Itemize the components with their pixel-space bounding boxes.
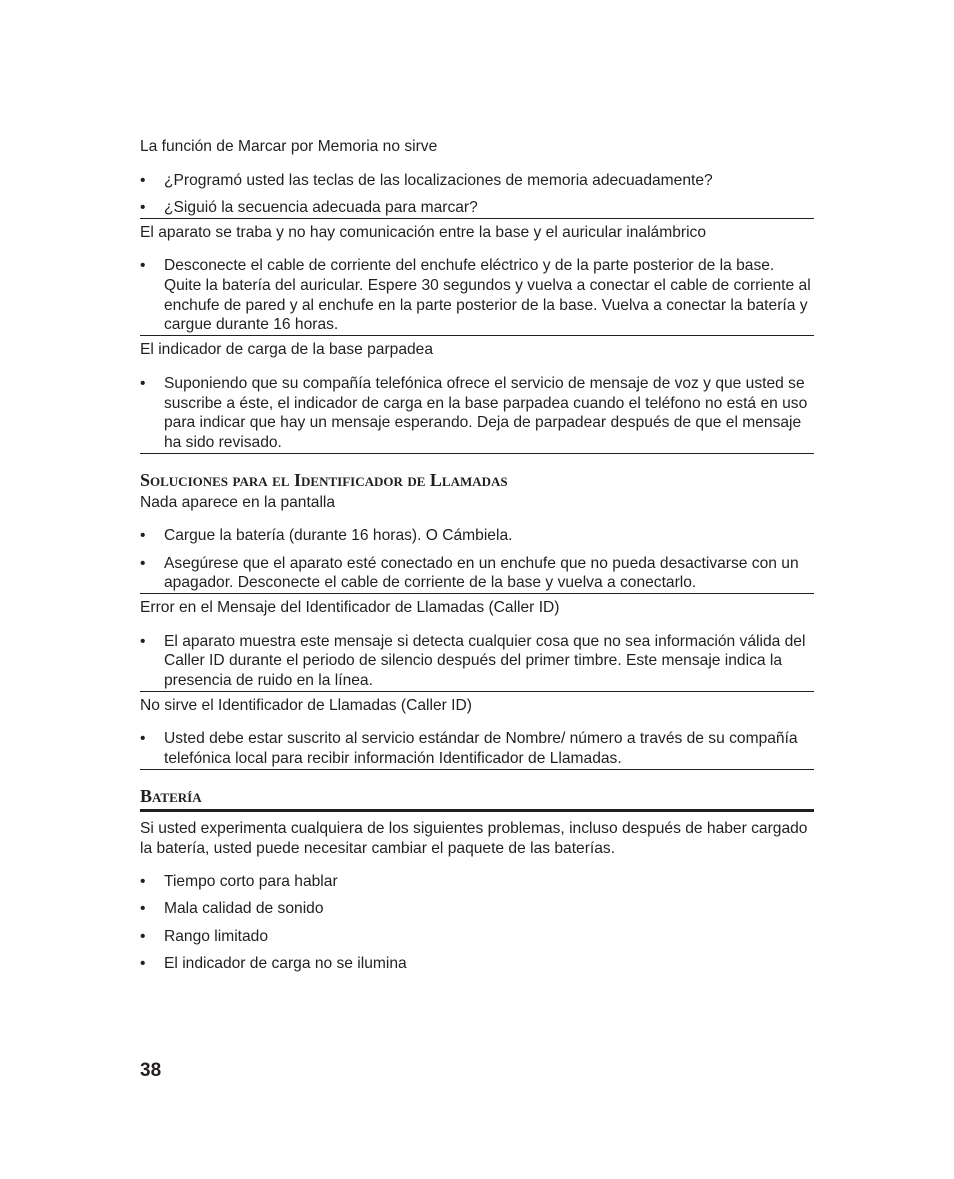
caller-id-section (140, 470, 814, 770)
problem-block (140, 340, 814, 454)
battery-section (140, 786, 814, 974)
bullet-icon: • (140, 927, 146, 945)
bullet-icon: • (140, 198, 146, 216)
solution-list (140, 729, 814, 768)
symptom-text: Mala calidad de sonido (164, 900, 324, 918)
solution-text: Asegúrese que el aparato esté conectado en un enchufe que no pueda desactivarse con un apagador. Desconecte el cable de corriente de la base y vuelva a conectarlo. (164, 554, 799, 592)
solution-text: Desconecte el cable de corriente del enchufe eléctrico y de la parte posterior de la base. Quite la batería del auricular. Espere 30 segundos y vuelva a conectar el cable de corriente al enchufe de pared y al enchufe en la parte posterior de la base. Vuelva a conectar la batería y cargue durante 16 horas. (164, 257, 811, 334)
solution-list (140, 171, 814, 218)
problem-block (140, 493, 814, 594)
bullet-icon: • (140, 527, 146, 545)
solution-item (140, 374, 814, 453)
symptom-list (140, 872, 814, 973)
bullet-icon: • (140, 873, 146, 891)
solution-item (140, 198, 814, 218)
symptom-text: El indicador de carga no se ilumina (164, 954, 407, 972)
problem-block (140, 598, 814, 692)
page-content (140, 137, 814, 974)
solution-text: Cargue la batería (durante 16 horas). O Cámbiela. (164, 527, 513, 545)
solution-item (140, 632, 814, 691)
symptom-text: Tiempo corto para hablar (164, 873, 338, 891)
solution-text: ¿Programó usted las teclas de las localizaciones de memoria adecuadamente? (164, 171, 713, 189)
solution-text: El aparato muestra este mensaje si detecta cualquier cosa que no sea información válida del Caller ID durante el periodo de silencio después del primer timbre. Este mensaje indica la presencia de ruido en la línea. (164, 632, 806, 690)
problem-title: El aparato se traba y no hay comunicación entre la base y el auricular inalámbrico (140, 223, 707, 241)
solution-item (140, 526, 814, 546)
solution-text: Suponiendo que su compañía telefónica ofrece el servicio de mensaje de voz y que usted se suscribe a éste, el indicador de carga en la base parpadea cuando el teléfono no está en uso para indicar que hay un mensaje esperando. Deja de parpadear después de que el mensaje ha sido revisado. (164, 374, 808, 451)
bullet-icon: • (140, 900, 146, 918)
bullet-icon: • (140, 171, 146, 189)
memory-dial-section (140, 137, 814, 454)
symptom-text: Rango limitado (164, 927, 269, 945)
problem-title: Error en el Mensaje del Identificador de Llamadas (Caller ID) (140, 598, 560, 616)
solution-item (140, 171, 814, 191)
solution-list (140, 526, 814, 593)
section-heading: Batería (140, 786, 814, 812)
page-number: 38 (140, 1060, 162, 1081)
symptom-item (140, 872, 814, 892)
solution-item (140, 554, 814, 593)
problem-title: Nada aparece en la pantalla (140, 493, 336, 511)
problem-title: La función de Marcar por Memoria no sirve (140, 138, 438, 155)
solution-text: ¿Siguió la secuencia adecuada para marcar? (164, 198, 478, 216)
bullet-icon: • (140, 257, 146, 275)
problem-title: El indicador de carga de la base parpadea (140, 341, 434, 359)
battery-intro: Si usted experimenta cualquiera de los siguientes problemas, incluso después de haber cargado la batería, usted puede necesitar cambiar el paquete de las baterías. (140, 819, 808, 857)
solution-list (140, 632, 814, 691)
solution-item (140, 729, 814, 768)
symptom-item (140, 927, 814, 947)
problem-title: No sirve el Identificador de Llamadas (Caller ID) (140, 696, 472, 714)
bullet-icon: • (140, 730, 146, 748)
bullet-icon: • (140, 374, 146, 392)
symptom-item (140, 899, 814, 919)
solution-list (140, 256, 814, 335)
solution-text: Usted debe estar suscrito al servicio estándar de Nombre/ número a través de su compañía telefónica local para recibir información Identificador de Llamadas. (164, 730, 798, 768)
bullet-icon: • (140, 954, 146, 972)
problem-block (140, 223, 814, 337)
bullet-icon: • (140, 554, 146, 572)
solution-item (140, 256, 814, 335)
problem-block (140, 696, 814, 770)
solution-list (140, 374, 814, 453)
symptom-item (140, 954, 814, 974)
section-heading: Soluciones para el Identificador de Llamadas (140, 469, 508, 490)
problem-block (140, 137, 814, 219)
bullet-icon: • (140, 632, 146, 650)
